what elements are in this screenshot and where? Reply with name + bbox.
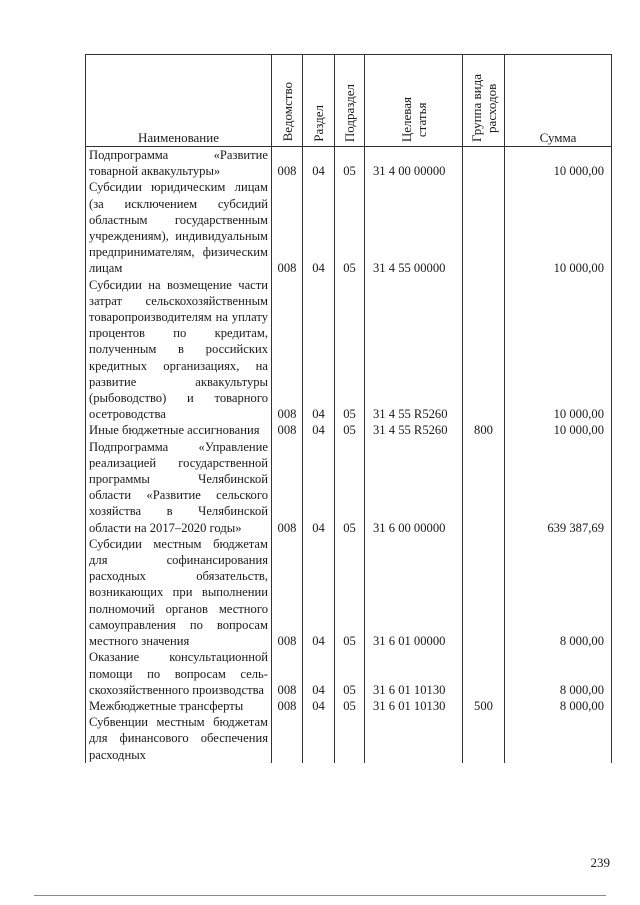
header-dept-text: Ведомство xyxy=(279,82,295,142)
header-exp-text xyxy=(469,74,499,142)
row-section: 04 xyxy=(303,439,335,536)
header-dept xyxy=(272,55,303,147)
row-subsection: 05 xyxy=(335,649,365,698)
row-dept: 008 xyxy=(272,147,303,180)
row-sum: 639 387,69 xyxy=(505,439,612,536)
row-subsection xyxy=(335,714,365,763)
budget-table xyxy=(85,54,612,763)
row-exp xyxy=(463,439,505,536)
row-section: 04 xyxy=(303,649,335,698)
row-target: 31 6 01 10130 xyxy=(365,649,463,698)
row-dept xyxy=(272,714,303,763)
table-row xyxy=(86,179,612,276)
row-name: Иные бюджетные ассигнования xyxy=(86,422,272,438)
row-target: 31 4 55 R5260 xyxy=(365,277,463,423)
bottom-rule xyxy=(34,895,606,896)
header-name xyxy=(86,55,272,147)
table-row xyxy=(86,422,612,438)
header-target-text xyxy=(399,97,429,142)
row-sum: 10 000,00 xyxy=(505,147,612,180)
row-name: Подпрограмма «Управление реализацией государственной программы Челябинской области «Развитие сельского хозяйства в Челябинской области на 2017–2020 годы» xyxy=(86,439,272,536)
row-target: 31 4 00 00000 xyxy=(365,147,463,180)
row-section: 04 xyxy=(303,536,335,649)
row-subsection: 05 xyxy=(335,536,365,649)
row-sum: 8 000,00 xyxy=(505,698,612,714)
page-number: 239 xyxy=(590,855,610,870)
row-name: Оказание консультационной помощи по вопросам сельскохозяйственного производства xyxy=(86,649,272,698)
header-sum xyxy=(505,55,612,147)
header-target xyxy=(365,55,463,147)
row-section: 04 xyxy=(303,277,335,423)
row-dept: 008 xyxy=(272,422,303,438)
header-exp xyxy=(463,55,505,147)
row-dept: 008 xyxy=(272,536,303,649)
row-target: 31 4 55 R5260 xyxy=(365,422,463,438)
row-subsection: 05 xyxy=(335,698,365,714)
row-exp xyxy=(463,649,505,698)
row-target: 31 6 00 00000 xyxy=(365,439,463,536)
row-sum: 8 000,00 xyxy=(505,536,612,649)
row-name: Субвенции местным бюджетам для финансового обеспечения расходных xyxy=(86,714,272,763)
header-section-text: Раздел xyxy=(311,105,326,142)
header-sum-text: Сумма xyxy=(539,129,577,145)
row-subsection: 05 xyxy=(335,439,365,536)
header-exp-line1: Группа вида xyxy=(468,73,484,142)
header-exp-line2: расходов xyxy=(483,83,499,133)
table-header-row xyxy=(86,55,612,147)
row-target: 31 4 55 00000 xyxy=(365,179,463,276)
row-dept: 008 xyxy=(272,179,303,276)
row-section: 04 xyxy=(303,698,335,714)
header-target-line2: статья xyxy=(413,101,429,137)
table-row xyxy=(86,649,612,698)
row-section: 04 xyxy=(303,179,335,276)
row-sum xyxy=(505,714,612,763)
row-target xyxy=(365,714,463,763)
header-subsection-text: Подраздел xyxy=(342,83,357,142)
row-name: Субсидии местным бюджетам для софинансирования расходных обязательств, возникающих при выполнении полномочий органов местного самоуправления по вопросам местного значения xyxy=(86,536,272,649)
row-sum: 10 000,00 xyxy=(505,422,612,438)
row-sum: 10 000,00 xyxy=(505,277,612,423)
row-subsection: 05 xyxy=(335,147,365,180)
row-dept: 008 xyxy=(272,277,303,423)
table-row xyxy=(86,147,612,180)
row-exp xyxy=(463,277,505,423)
row-name: Подпрограмма «Развитие товарной аквакультуры» xyxy=(86,147,272,180)
header-name-text: Наименование xyxy=(138,129,219,145)
row-subsection: 05 xyxy=(335,277,365,423)
table-row xyxy=(86,698,612,714)
row-exp xyxy=(463,714,505,763)
table-row xyxy=(86,439,612,536)
table-row xyxy=(86,536,612,649)
table-row xyxy=(86,714,612,763)
row-name: Субсидии на возмещение части затрат сельскохозяйственным товаропроизводителям на уплату процентов по кредитам, полученным в российских кредитных организациях, на развитие аквакультуры (рыбоводство) и товарного осетроводства xyxy=(86,277,272,423)
row-dept: 008 xyxy=(272,649,303,698)
row-target: 31 6 01 10130 xyxy=(365,698,463,714)
row-exp xyxy=(463,147,505,180)
table-row xyxy=(86,277,612,423)
row-exp xyxy=(463,536,505,649)
row-exp xyxy=(463,179,505,276)
row-section: 04 xyxy=(303,422,335,438)
header-target-line1: Целевая xyxy=(398,96,414,142)
row-dept: 008 xyxy=(272,698,303,714)
header-section xyxy=(303,55,335,147)
row-sum: 8 000,00 xyxy=(505,649,612,698)
row-exp: 800 xyxy=(463,422,505,438)
row-subsection: 05 xyxy=(335,422,365,438)
row-exp: 500 xyxy=(463,698,505,714)
row-section: 04 xyxy=(303,147,335,180)
row-section xyxy=(303,714,335,763)
row-name: Субсидии юридическим лицам (за исключением субсидий областным государственным учреждениям), индивидуальным предпринимателям, физическим лицам xyxy=(86,179,272,276)
row-dept: 008 xyxy=(272,439,303,536)
header-subsection xyxy=(335,55,365,147)
row-target: 31 6 01 00000 xyxy=(365,536,463,649)
row-name: Межбюджетные трансферты xyxy=(86,698,272,714)
row-sum: 10 000,00 xyxy=(505,179,612,276)
row-subsection: 05 xyxy=(335,179,365,276)
